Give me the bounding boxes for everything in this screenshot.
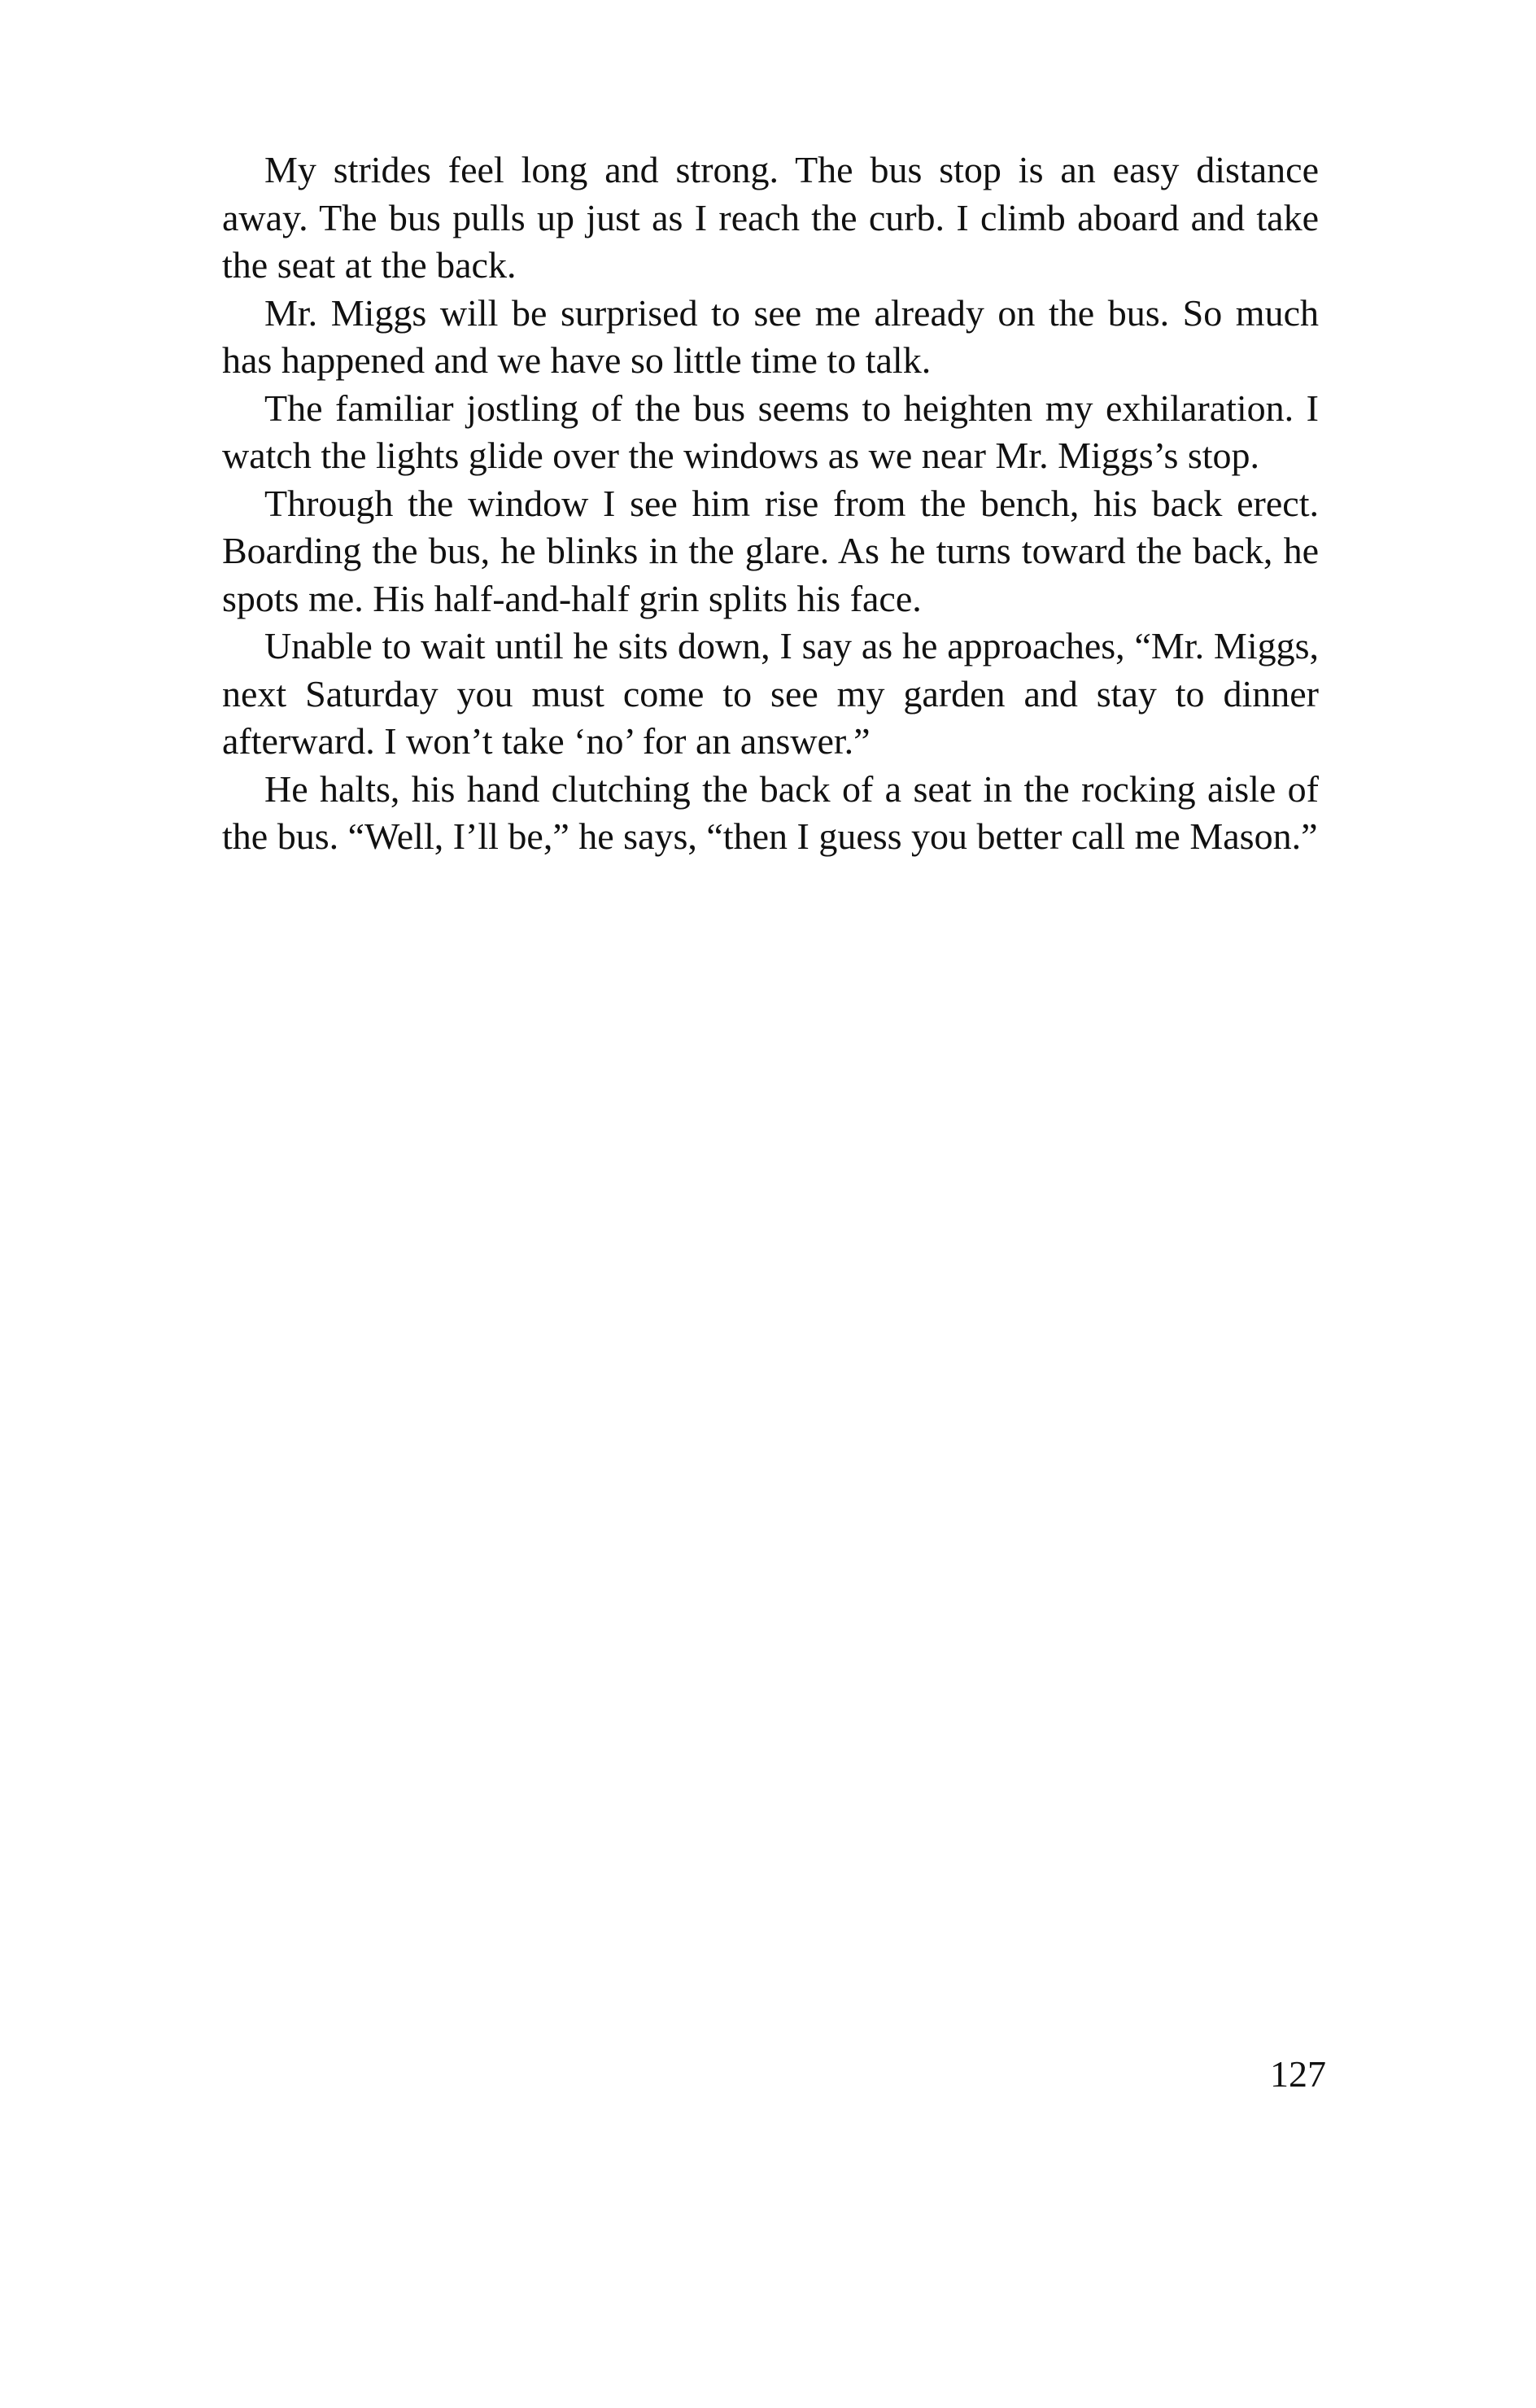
- paragraph-2: Mr. Miggs will be surprised to see me already on the bus. So much has happened and we have so little time to talk.: [222, 291, 1319, 381]
- body-text: [222, 146, 1319, 861]
- paragraph-4: Through the window I see him rise from the bench, his back erect. Boarding the bus, he blinks in the glare. As he turns toward the back, he spots me. His half-and-half grin splits his face.: [222, 482, 1319, 619]
- paragraph-5: Unable to wait until he sits down, I say as he approaches, “Mr. Miggs, next Saturday you must come to see my garden and stay to dinner afterward. I won’t take ‘no’ for an answer.”: [222, 625, 1319, 762]
- paragraph-1: My strides feel long and strong. The bus stop is an easy distance away. The bus pulls up just as I reach the curb. I climb aboard and take the seat at the back.: [222, 149, 1319, 286]
- paragraph-6: He halts, his hand clutching the back of a seat in the rocking aisle of the bus. “Well, I’ll be,” he says, “then I guess you better call me Mason.”: [222, 767, 1319, 857]
- page-number: 127: [1270, 2053, 1326, 2095]
- paragraph-3: The familiar jostling of the bus seems to heighten my exhilaration. I watch the lights glide over the windows as we near Mr. Miggs’s stop.: [222, 387, 1319, 476]
